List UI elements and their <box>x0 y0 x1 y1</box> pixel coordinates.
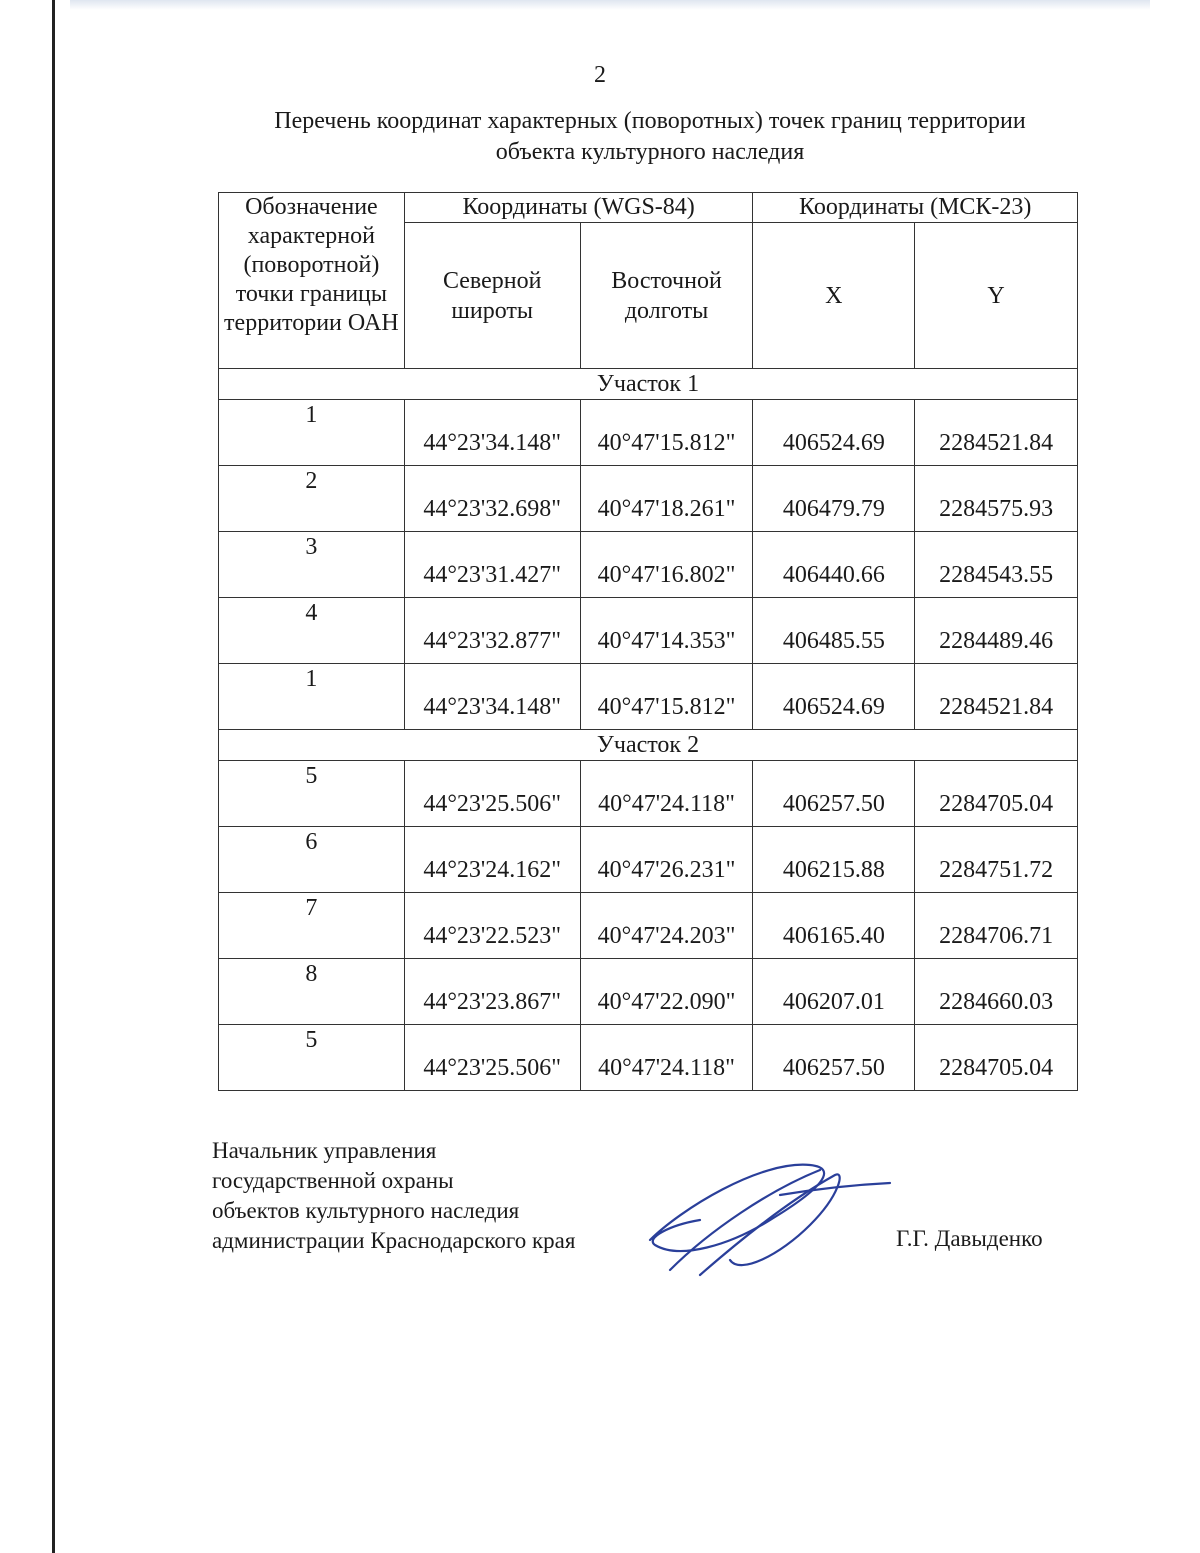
page-number: 2 <box>594 62 606 88</box>
cell-y: 2284575.93 <box>915 466 1078 532</box>
cell-lon: 40°47'15.812" <box>580 400 753 466</box>
header-point-designation: Обозначение характерной (поворотной) точки границы территории ОАН <box>219 193 405 369</box>
cell-lat: 44°23'31.427" <box>404 532 580 598</box>
cell-point: 6 <box>219 827 405 893</box>
cell-lat: 44°23'25.506" <box>404 761 580 827</box>
cell-lon: 40°47'24.118" <box>580 1025 753 1091</box>
cell-lat: 44°23'34.148" <box>404 664 580 730</box>
document-title <box>200 106 1100 168</box>
header-msk23: Координаты (МСК-23) <box>753 193 1078 223</box>
cell-lat: 44°23'22.523" <box>404 893 580 959</box>
cell-point: 2 <box>219 466 405 532</box>
cell-lon: 40°47'18.261" <box>580 466 753 532</box>
section-row <box>219 730 1078 761</box>
header-y: Y <box>915 223 1078 369</box>
table-row <box>219 466 1078 532</box>
cell-x: 406257.50 <box>753 761 915 827</box>
signer-name: Г.Г. Давыденко <box>896 1226 1043 1251</box>
position-line-2: государственной охраны <box>212 1168 454 1193</box>
title-line-1: Перечень координат характерных (поворотных) точек границ территории <box>274 108 1026 134</box>
cell-x: 406524.69 <box>753 400 915 466</box>
section-label: Участок 1 <box>219 369 1078 400</box>
table-row <box>219 893 1078 959</box>
cell-y: 2284751.72 <box>915 827 1078 893</box>
table-row <box>219 959 1078 1025</box>
position-line-4: администрации Краснодарского края <box>212 1228 576 1253</box>
cell-x: 406440.66 <box>753 532 915 598</box>
cell-lat: 44°23'32.698" <box>404 466 580 532</box>
cell-y: 2284543.55 <box>915 532 1078 598</box>
cell-point: 1 <box>219 664 405 730</box>
cell-x: 406479.79 <box>753 466 915 532</box>
cell-point: 3 <box>219 532 405 598</box>
cell-x: 406485.55 <box>753 598 915 664</box>
cell-x: 406165.40 <box>753 893 915 959</box>
cell-point: 5 <box>219 1025 405 1091</box>
header-longitude: Восточной долготы <box>580 223 753 369</box>
cell-x: 406524.69 <box>753 664 915 730</box>
header-wgs84: Координаты (WGS-84) <box>404 193 753 223</box>
table-row <box>219 532 1078 598</box>
cell-y: 2284521.84 <box>915 400 1078 466</box>
cell-lat: 44°23'34.148" <box>404 400 580 466</box>
cell-point: 7 <box>219 893 405 959</box>
cell-x: 406215.88 <box>753 827 915 893</box>
page-left-edge <box>52 0 55 1553</box>
table-row <box>219 400 1078 466</box>
cell-y: 2284521.84 <box>915 664 1078 730</box>
coordinates-table <box>218 192 1078 1091</box>
signature-block <box>212 1136 575 1256</box>
section-label: Участок 2 <box>219 730 1078 761</box>
handwritten-signature <box>640 1150 900 1280</box>
cell-lon: 40°47'22.090" <box>580 959 753 1025</box>
position-line-3: объектов культурного наследия <box>212 1198 520 1223</box>
cell-x: 406257.50 <box>753 1025 915 1091</box>
position-line-1: Начальник управления <box>212 1138 437 1163</box>
cell-x: 406207.01 <box>753 959 915 1025</box>
table-row <box>219 664 1078 730</box>
cell-lon: 40°47'26.231" <box>580 827 753 893</box>
section-row <box>219 369 1078 400</box>
cell-point: 1 <box>219 400 405 466</box>
table-body <box>219 369 1078 1091</box>
header-x: X <box>753 223 915 369</box>
page-top-edge <box>70 0 1150 10</box>
cell-y: 2284489.46 <box>915 598 1078 664</box>
cell-lon: 40°47'24.203" <box>580 893 753 959</box>
cell-lon: 40°47'16.802" <box>580 532 753 598</box>
title-line-2: объекта культурного наследия <box>495 139 805 165</box>
cell-lat: 44°23'32.877" <box>404 598 580 664</box>
header-latitude: Северной широты <box>404 223 580 369</box>
cell-lat: 44°23'23.867" <box>404 959 580 1025</box>
cell-lat: 44°23'24.162" <box>404 827 580 893</box>
cell-y: 2284705.04 <box>915 1025 1078 1091</box>
cell-lon: 40°47'15.812" <box>580 664 753 730</box>
cell-y: 2284706.71 <box>915 893 1078 959</box>
cell-lat: 44°23'25.506" <box>404 1025 580 1091</box>
cell-point: 8 <box>219 959 405 1025</box>
table-row <box>219 827 1078 893</box>
table-row <box>219 1025 1078 1091</box>
table-row <box>219 598 1078 664</box>
table-row <box>219 761 1078 827</box>
cell-lon: 40°47'14.353" <box>580 598 753 664</box>
cell-point: 5 <box>219 761 405 827</box>
cell-point: 4 <box>219 598 405 664</box>
cell-y: 2284705.04 <box>915 761 1078 827</box>
cell-lon: 40°47'24.118" <box>580 761 753 827</box>
cell-y: 2284660.03 <box>915 959 1078 1025</box>
